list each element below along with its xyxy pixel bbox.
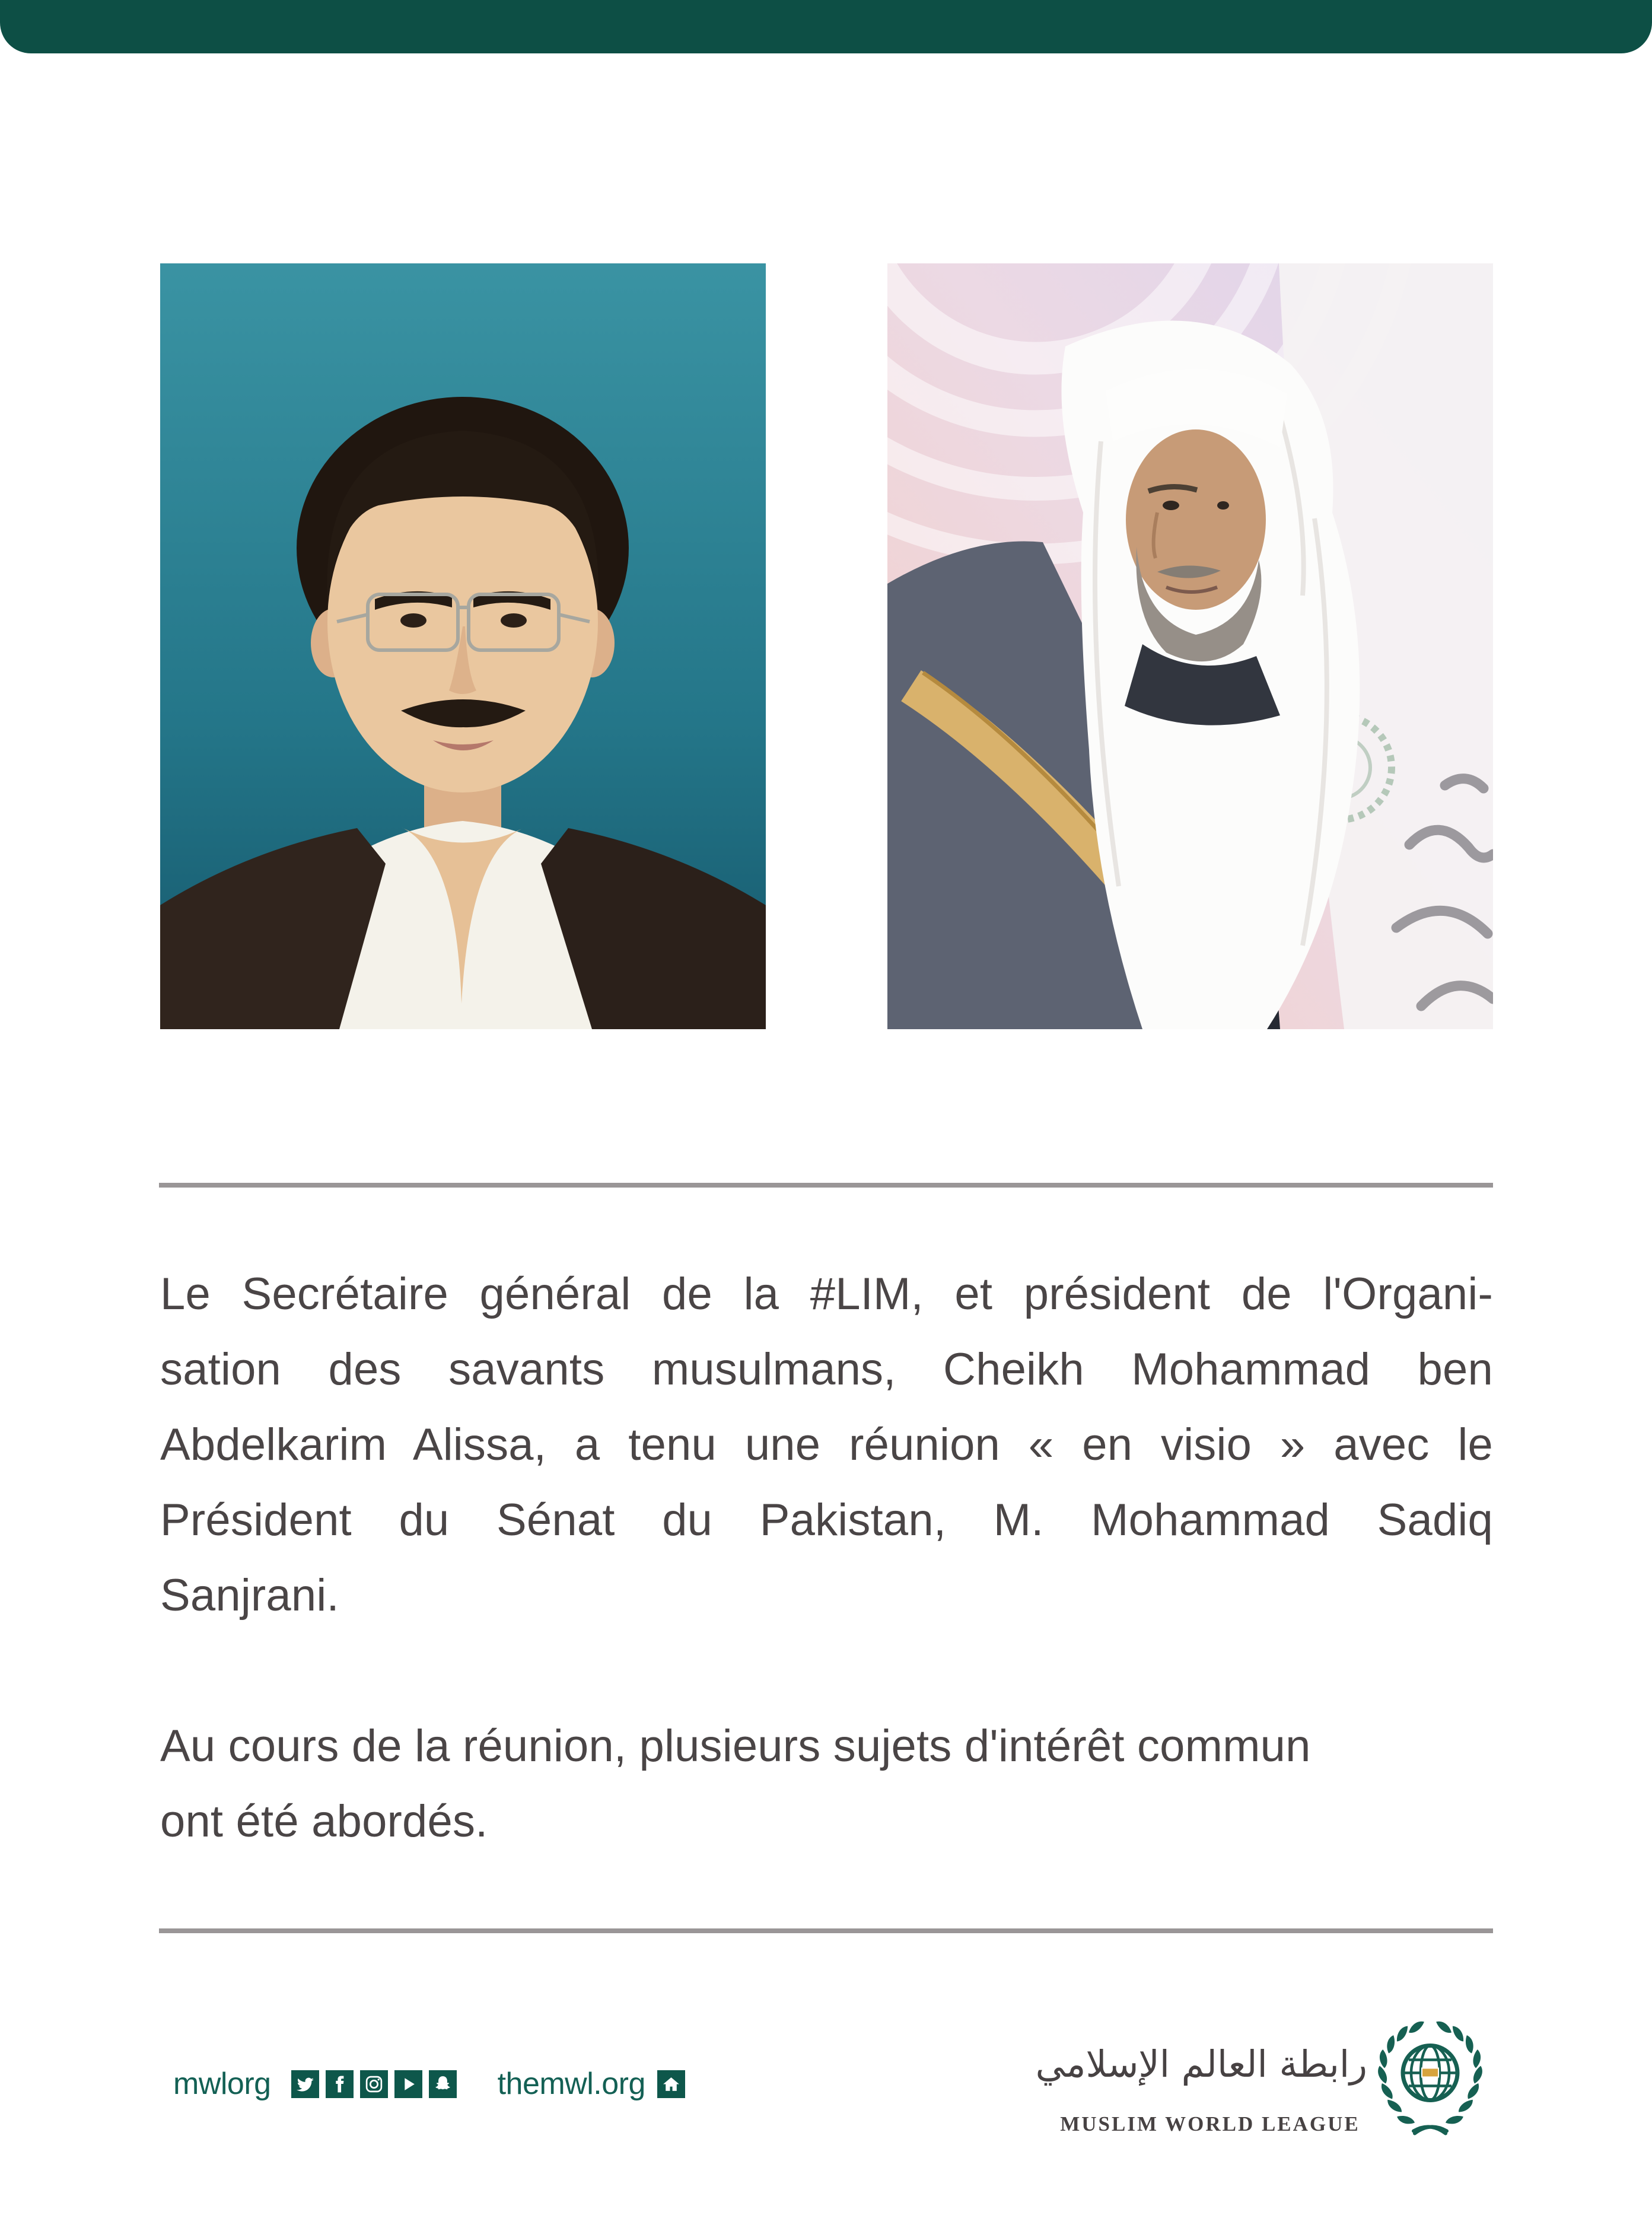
facebook-icon[interactable] [326, 2070, 354, 2098]
portrait-illustration-left [160, 263, 766, 1029]
footer-social-row [173, 2058, 685, 2109]
youtube-icon[interactable] [394, 2070, 422, 2098]
mwl-logo-text [1035, 2020, 1367, 2136]
paragraph1-line: Président du Sénat du Pakistan, M. Mohammad Sadiq [160, 1495, 1493, 1545]
twitter-bird-glyph [295, 2074, 315, 2094]
paragraph1-line: Sanjrani. [160, 1570, 339, 1621]
divider-bottom [159, 1928, 1493, 1933]
instagram-icon[interactable] [360, 2070, 388, 2098]
snapchat-icon[interactable] [429, 2070, 457, 2098]
paragraph1-line: Abdelkarim Alissa, a tenu une réunion « en visio » avec le [160, 1419, 1493, 1470]
mwl-logo [1035, 2020, 1495, 2137]
facebook-f-glyph [330, 2074, 349, 2094]
article-text [160, 1256, 1493, 1859]
paragraph2-line: Au cours de la réunion, plusieurs sujets d'intérêt commun [160, 1721, 1311, 1771]
play-triangle-glyph [399, 2074, 418, 2094]
paragraph1-line: Le Secrétaire général de la #LIM, et président de l'Organi- [160, 1269, 1493, 1319]
website-url[interactable]: themwl.org [497, 2067, 645, 2101]
mwl-logo-english: MUSLIM WORLD LEAGUE [1060, 2112, 1360, 2135]
social-handle: mwlorg [173, 2067, 271, 2101]
paragraph2-line: ont été abordés. [160, 1796, 488, 1847]
paragraph1-line: sation des savants musulmans, Cheikh Mohammad ben [160, 1344, 1493, 1395]
mwl-wreath-emblem [1376, 2020, 1485, 2137]
twitter-icon[interactable] [291, 2070, 319, 2098]
snapchat-ghost-glyph [433, 2074, 453, 2094]
photo-mohammad-alissa [887, 263, 1493, 1029]
home-glyph [661, 2074, 681, 2094]
mwl-logo-arabic: رابطة العالم الإسلامي [1035, 2042, 1367, 2086]
instagram-camera-glyph [364, 2074, 384, 2094]
paragraph-spacer [160, 1633, 1493, 1708]
home-icon[interactable] [657, 2070, 685, 2098]
photo-sadiq-sanjrani [160, 263, 766, 1029]
header-bar [0, 0, 1652, 53]
portrait-illustration-right [887, 263, 1493, 1029]
divider-top [159, 1183, 1493, 1188]
